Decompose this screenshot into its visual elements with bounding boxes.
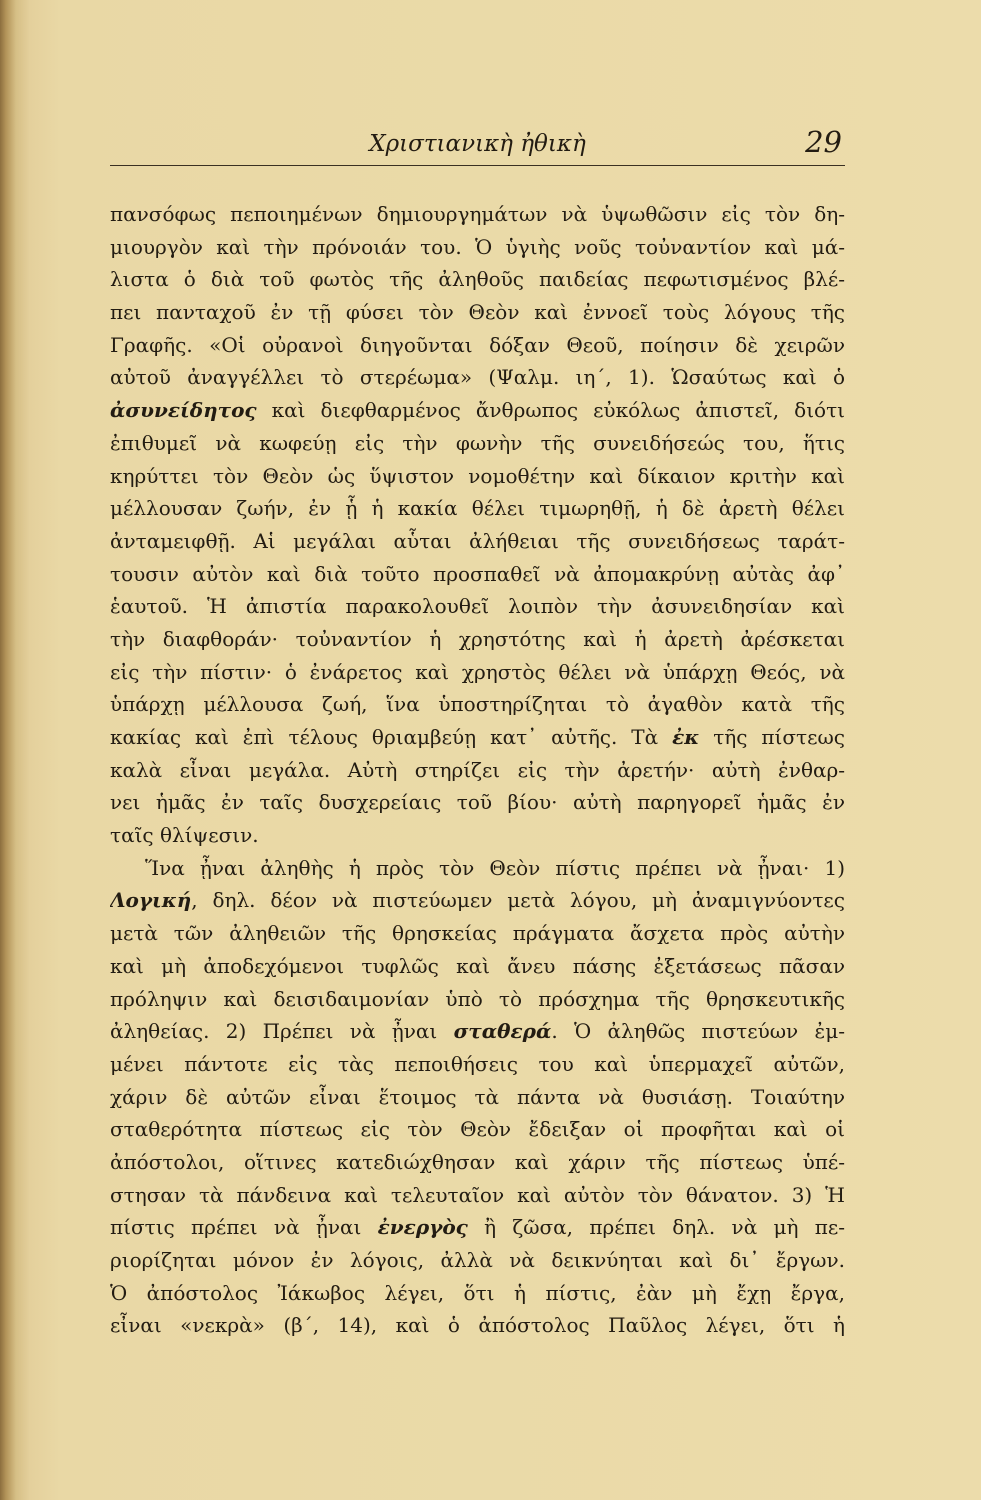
emphasis: ἐκ [672,725,700,749]
text-line [110,721,845,754]
text-line: αὐτοῦ ἀναγγέλλει τὸ στερέωμα» (Ψαλμ. ιη΄, 1). Ὡσαύτως καὶ ὁ [110,365,845,390]
text-line: Ὁ ἀπόστολος Ἰάκωβος λέγει, ὅτι ἡ πίστις, ἐὰν μὴ ἔχῃ ἔργα, [110,1280,845,1305]
text-line: ταῖς θλίψεσιν. [110,823,259,848]
text-line: χάριν δὲ αὐτῶν εἶναι ἕτοιμος τὰ πάντα νὰ θυσιάσῃ. Τοιαύτην [110,1084,845,1109]
text-line: μέλλουσαν ζωήν, ἐν ᾗ ἡ κακία θέλει τιμωρηθῇ, ἡ δὲ ἀρετὴ θέλει [110,496,845,521]
text-line: ριορίζηται μόνον ἐν λόγοις, ἀλλὰ νὰ δεικνύηται καὶ δι᾽ ἔργων. [110,1248,845,1272]
text-line: μιουργὸν καὶ τὴν πρόνοιάν του. Ὁ ὑγιὴς νοῦς τοὐναντίον καὶ μά- [110,234,845,259]
text-run: κακίας καὶ ἐπὶ τέλους θριαμβεύῃ κατ᾽ αὐτῆς. Τὰ [110,725,673,749]
text-line: μετὰ τῶν ἀληθειῶν τῆς θρησκείας πράγματα ἄσχετα πρὸς αὐτὴν [110,921,845,946]
text-line: ἀνταμειφθῇ. Αἱ μεγάλαι αὗται ἀλήθειαι τῆς συνειδήσεως ταράτ- [110,528,845,553]
text-line [110,1015,845,1048]
text-line: ἀπόστολοι, οἵτινες κατεδιώχθησαν καὶ χάριν τῆς πίστεως ὑπέ- [110,1149,845,1174]
header-rule [110,165,845,166]
text-line: Γραφῆς. «Οἱ οὐρανοὶ διηγοῦνται δόξαν Θεοῦ, ποίησιν δὲ χειρῶν [110,332,845,357]
running-title: Χριστιανικὴ ἠθικὴ [369,131,586,157]
text-run: τῆς πίστεως [699,725,845,749]
body-text [110,198,845,1342]
text-line: νει ἡμᾶς ἐν ταῖς δυσχερείαις τοῦ βίου· αὐτὴ παρηγορεῖ ἡμᾶς ἐν [110,790,845,815]
text-line: στησαν τὰ πάνδεινα καὶ τελευταῖον καὶ αὐτὸν τὸν θάνατον. 3) Ἡ [110,1182,845,1207]
emphasis: σταθερά [453,1019,552,1044]
running-head [110,126,845,162]
emphasis: ἀσυνείδητος [110,398,257,423]
text-line [110,884,845,917]
text-line: πρόληψιν καὶ δεισιδαιμονίαν ὑπὸ τὸ πρόσχημα τῆς θρησκευτικῆς [110,986,845,1011]
text-line: Ἵνα ᾖναι ἀληθὴς ἡ πρὸς τὸν Θεὸν πίστις πρέπει νὰ ᾖναι· 1) [145,855,845,880]
text-line: πει πανταχοῦ ἐν τῇ φύσει τὸν Θεὸν καὶ ἐννοεῖ τοὺς λόγους τῆς [110,300,845,325]
text-line: σταθερότητα πίστεως εἰς τὸν Θεὸν ἔδειξαν οἱ προφῆται καὶ οἱ [110,1117,845,1142]
text-line: τὴν διαφθοράν· τοὐναντίον ἡ χρηστότης καὶ ἡ ἀρετὴ ἀρέσκεται [110,626,845,651]
text-line: καὶ μὴ ἀποδεχόμενοι τυφλῶς καὶ ἄνευ πάσης ἐξετάσεως πᾶσαν [110,953,845,978]
text-line [110,1211,845,1244]
text-line: εἰς τὴν πίστιν· ὁ ἐνάρετος καὶ χρηστὸς θέλει νὰ ὑπάρχῃ Θεός, νὰ [110,659,845,684]
emphasis: ἐνεργὸς [377,1215,468,1240]
text-line: πανσόφως πεποιημένων δημιουργημάτων νὰ ὑψωθῶσιν εἰς τὸν δη- [110,202,845,226]
text-line: κηρύττει τὸν Θεὸν ὡς ὕψιστον νομοθέτην καὶ δίκαιον κριτὴν καὶ [110,463,845,488]
text-line: λιστα ὁ διὰ τοῦ φωτὸς τῆς ἀληθοῦς παιδείας πεφωτισμένος βλέ- [110,267,845,292]
text-line [110,394,845,427]
text-run: ἢ ζῶσα, πρέπει δηλ. νὰ μὴ πε- [467,1215,845,1240]
emphasis: Λογική [110,888,192,913]
text-run: . Ὁ ἀληθῶς πιστεύων ἐμ- [551,1019,845,1044]
text-line: ἑαυτοῦ. Ἡ ἀπιστία παρακολουθεῖ λοιπὸν τὴν ἀσυνειδησίαν καὶ [110,594,845,619]
page-number: 29 [805,125,842,159]
text-line: ἐπιθυμεῖ νὰ κωφεύῃ εἰς τὴν φωνὴν τῆς συνειδήσεώς του, ἥτις [110,430,845,455]
text-run: καὶ διεφθαρμένος ἄνθρωπος εὐκόλως ἀπιστεῖ, διότι [256,398,845,423]
text-run: , δηλ. δέον νὰ πιστεύωμεν μετὰ λόγου, μὴ ἀναμιγνύοντες [191,888,845,913]
text-run: ἀληθείας. 2) Πρέπει νὰ ᾖναι [110,1019,454,1044]
text-line: καλὰ εἶναι μεγάλα. Αὐτὴ στηρίζει εἰς τὴν ἀρετήν· αὐτὴ ἐνθαρ- [110,757,845,782]
text-line: ὑπάρχῃ μέλλουσα ζωή, ἵνα ὑποστηρίζηται τὸ ἀγαθὸν κατὰ τῆς [110,692,845,717]
text-line: μένει πάντοτε εἰς τὰς πεποιθήσεις του καὶ ὑπερμαχεῖ αὐτῶν, [110,1051,845,1076]
text-line: τουσιν αὐτὸν καὶ διὰ τοῦτο προσπαθεῖ νὰ ἀπομακρύνῃ αὐτὰς ἀφ᾽ [110,561,845,586]
text-line: εἶναι «νεκρὰ» (β΄, 14), καὶ ὁ ἀπόστολος Παῦλος λέγει, ὅτι ἡ [110,1313,845,1338]
text-run: πίστις πρέπει νὰ ᾖναι [110,1215,378,1240]
